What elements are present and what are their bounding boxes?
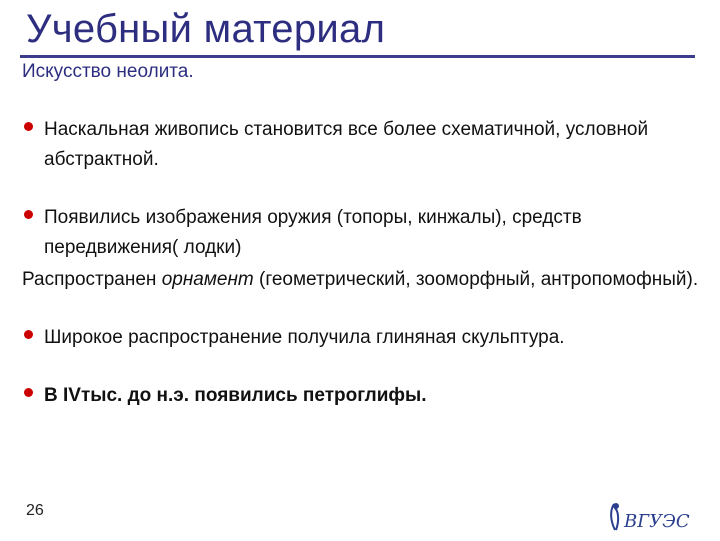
bullet-item — [22, 203, 702, 263]
slide-content — [22, 115, 702, 439]
bullet-text: Наскальная живопись становится все более схематичной, условной абстрактной. — [44, 119, 649, 170]
bullet-text: В IVтыс. до н.э. появились петроглифы. — [44, 385, 427, 406]
bullet-dot-icon — [24, 388, 33, 397]
bullet-text: Широкое распространение получила глиняная скульптура. — [44, 327, 565, 348]
paragraph-emphasis: орнамент — [161, 269, 254, 290]
bullet-text: Появились изображения оружия (топоры, кинжалы), средств передвижения( лодки) — [44, 207, 582, 258]
bullet-dot-icon — [24, 210, 33, 219]
slide-subtitle: Искусство неолита. — [22, 61, 194, 82]
bullet-dot-icon — [24, 122, 33, 131]
page-number: 26 — [26, 502, 44, 519]
title-divider — [20, 55, 695, 58]
ornament-paragraph — [22, 265, 702, 295]
svg-text:ВГУЭС: ВГУЭС — [624, 511, 690, 532]
paragraph-prefix: Распространен — [22, 269, 162, 290]
slide-title: Учебный материал — [26, 7, 386, 51]
bullet-item — [22, 323, 702, 353]
paragraph-suffix: (геометрический, зооморфный, антропомофный). — [253, 269, 699, 290]
bullet-dot-icon — [24, 330, 33, 339]
university-logo-icon — [608, 500, 690, 536]
bullet-item — [22, 381, 702, 411]
bullet-item — [22, 115, 702, 175]
